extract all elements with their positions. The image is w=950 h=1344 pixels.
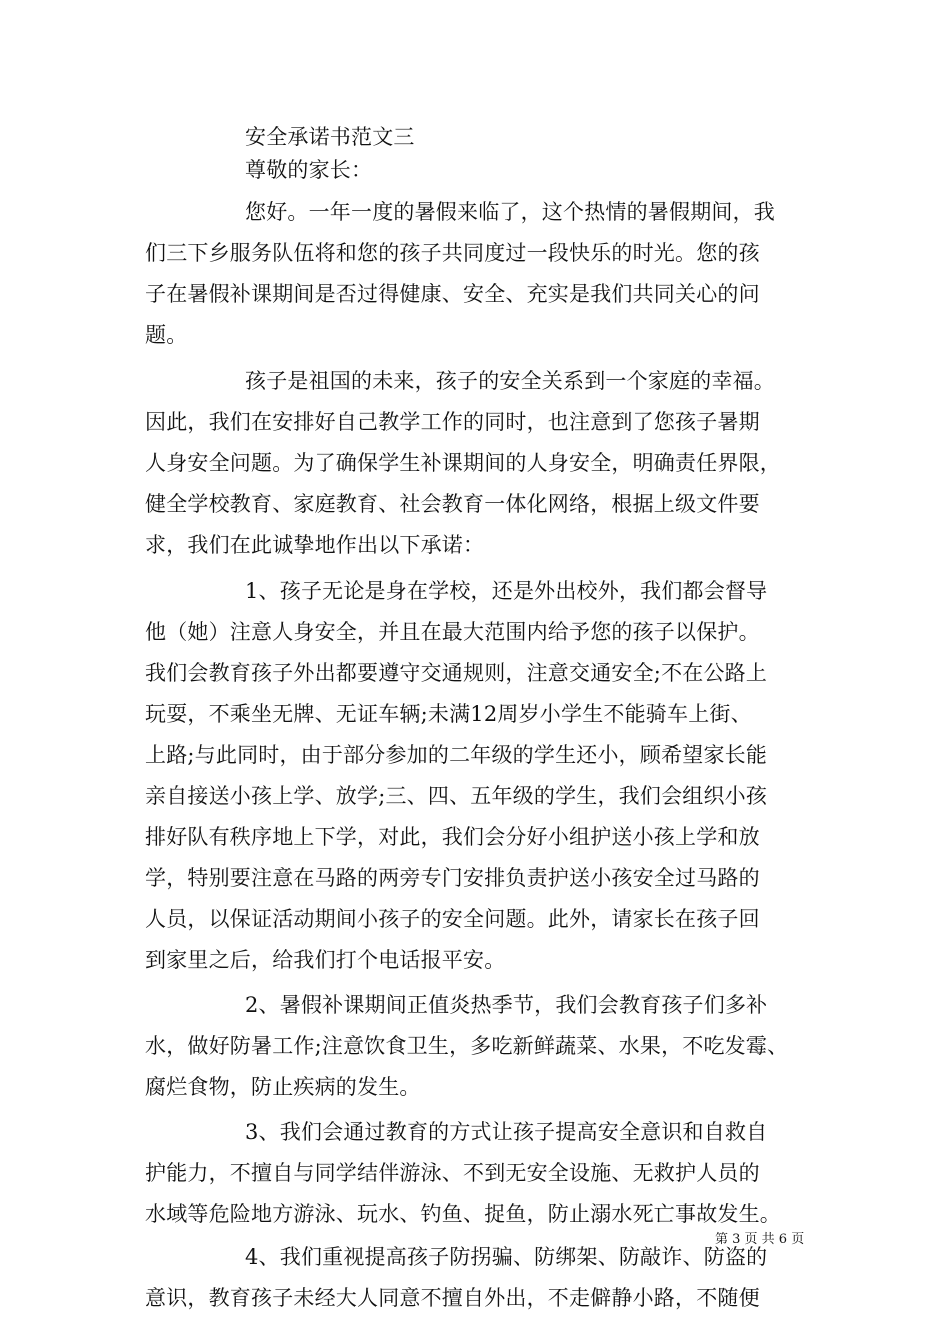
page-number: 第 3 页 共 6 页 (715, 1232, 805, 1247)
body-line: 们三下乡服务队伍将和您的孩子共同度过一段快乐的时光。您的孩 (145, 241, 760, 265)
body-line: 亲自接送小孩上学、放学;三、四、五年级的学生，我们会组织小孩 (145, 784, 768, 808)
body-line: 孩子是祖国的未来，孩子的安全关系到一个家庭的幸福。 (245, 369, 775, 393)
body-line: 上路;与此同时，由于部分参加的二年级的学生还小，顾希望家长能 (145, 743, 768, 767)
greeting: 尊敬的家长： (245, 158, 373, 182)
body-line: 3、我们会通过教育的方式让孩子提高安全意识和自救自 (245, 1120, 768, 1144)
body-line: 学，特别要注意在马路的两旁专门安排负责护送小孩安全过马路的 (145, 866, 760, 890)
body-line: 人身安全问题。为了确保学生补课期间的人身安全，明确责任界限， (145, 451, 781, 475)
body-line: 健全学校教育、家庭教育、社会教育一体化网络，根据上级文件要 (145, 492, 760, 516)
body-line: 4、我们重视提高孩子防拐骗、防绑架、防敲诈、防盗的 (245, 1245, 768, 1269)
body-line: 到家里之后，给我们打个电话报平安。 (145, 948, 506, 972)
body-line: 题。 (145, 323, 188, 347)
body-line: 2、暑假补课期间正值炎热季节，我们会教育孩子们多补 (245, 993, 768, 1017)
body-line: 1、孩子无论是身在学校，还是外出校外，我们都会督导 (245, 579, 768, 603)
body-line: 我们会教育孩子外出都要遵守交通规则，注意交通安全;不在公路上 (145, 661, 768, 685)
body-line: 玩耍，不乘坐无牌、无证车辆;未满12周岁小学生不能骑车上街、 (145, 702, 752, 726)
body-line: 排好队有秩序地上下学，对此，我们会分好小组护送小孩上学和放 (145, 825, 760, 849)
body-line: 子在暑假补课期间是否过得健康、安全、充实是我们共同关心的问 (145, 282, 760, 306)
body-line: 意识，教育孩子未经大人同意不擅自外出，不走僻静小路，不随便 (145, 1286, 760, 1310)
body-line: 水域等危险地方游泳、玩水、钓鱼、捉鱼，防止溺水死亡事故发生。 (145, 1202, 781, 1226)
document-title: 安全承诺书范文三 (245, 125, 415, 149)
body-line: 因此，我们在安排好自己教学工作的同时，也注意到了您孩子暑期 (145, 410, 760, 434)
body-line: 腐烂食物，防止疾病的发生。 (145, 1075, 421, 1099)
body-line: 人员，以保证活动期间小孩子的安全问题。此外，请家长在孩子回 (145, 907, 760, 931)
body-line: 护能力，不擅自与同学结伴游泳、不到无安全设施、无救护人员的 (145, 1161, 760, 1185)
body-line: 您好。一年一度的暑假来临了，这个热情的暑假期间，我 (245, 200, 775, 224)
body-line: 他（她）注意人身安全，并且在最大范围内给予您的孩子以保护。 (145, 620, 760, 644)
body-line: 求，我们在此诚挚地作出以下承诺： (145, 533, 485, 557)
body-line: 水，做好防暑工作;注意饮食卫生，多吃新鲜蔬菜、水果，不吃发霉、 (145, 1034, 789, 1058)
